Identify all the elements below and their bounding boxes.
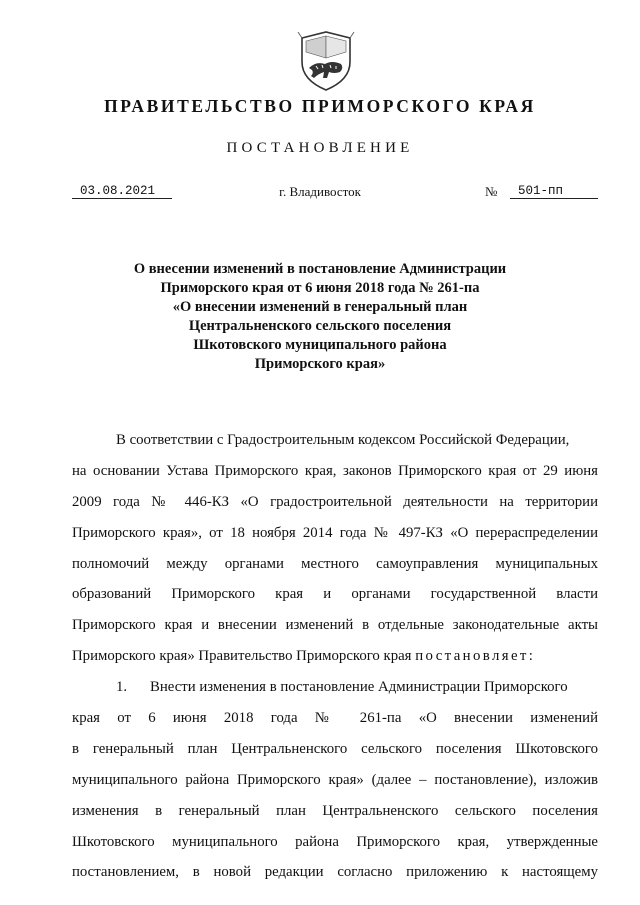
body-line: В соответствии с Градостроительным кодексом Российской Федерации, — [116, 432, 570, 448]
body-line — [72, 641, 598, 672]
title-line: Приморского края» — [254, 356, 386, 372]
title-line: «О внесении изменений в генеральный план — [172, 299, 468, 315]
coat-of-arms-icon — [296, 28, 356, 92]
government-heading: ПРАВИТЕЛЬСТВО ПРИМОРСКОГО КРАЯ — [104, 96, 536, 116]
body-line: в генеральный план Центральненского сельского поселения Шкотовского — [72, 740, 598, 757]
document-city: г. Владивосток — [279, 184, 361, 199]
body-line: муниципального района Приморского края» (далее – постановление), изложив — [72, 771, 598, 788]
body-line: образований Приморского края и органами государственной власти — [72, 586, 598, 603]
document-number: 501-пп — [510, 184, 598, 199]
document-title — [0, 260, 640, 374]
document-date: 03.08.2021 — [72, 184, 172, 199]
body-line: изменения в генеральный план Центральненского сельского поселения — [72, 802, 598, 819]
title-line: Центральненского сельского поселения — [188, 318, 452, 334]
title-line: Приморского края от 6 июня 2018 года № 261-па — [160, 280, 480, 296]
body-line: Приморского края», от 18 ноября 2014 года № 497-КЗ «О перераспределении — [72, 524, 598, 541]
document-body — [72, 425, 598, 888]
item-1-line — [72, 672, 598, 703]
body-line: Шкотовского муниципального района Приморского края, утвержденные — [72, 833, 598, 850]
item-text: Внести изменения в постановление Администрации Приморского — [150, 679, 568, 696]
number-sign: № — [485, 184, 498, 199]
body-line: 2009 года № 446-КЗ «О градостроительной деятельности на территории — [72, 493, 598, 510]
document-type: ПОСТАНОВЛЕНИЕ — [226, 140, 414, 156]
body-line: Приморского края и внесении изменений в отдельные законодательные акты — [72, 617, 598, 634]
item-number: 1. — [116, 679, 128, 696]
title-line: Шкотовского муниципального района — [193, 337, 447, 353]
body-text: Приморского края» Правительство Приморского края — [72, 648, 416, 665]
body-line: края от 6 июня 2018 года № 261-па «О внесении изменений — [72, 710, 598, 727]
body-line: полномочий между органами местного самоуправления муниципальных — [72, 555, 598, 572]
resolution-word: постановляет: — [415, 648, 536, 665]
title-line: О внесении изменений в постановление Администрации — [133, 261, 507, 277]
body-line: постановлением, в новой редакции согласно приложению к настоящему — [72, 864, 598, 881]
body-line: на основании Устава Приморского края, законов Приморского края от 29 июня — [72, 462, 598, 479]
